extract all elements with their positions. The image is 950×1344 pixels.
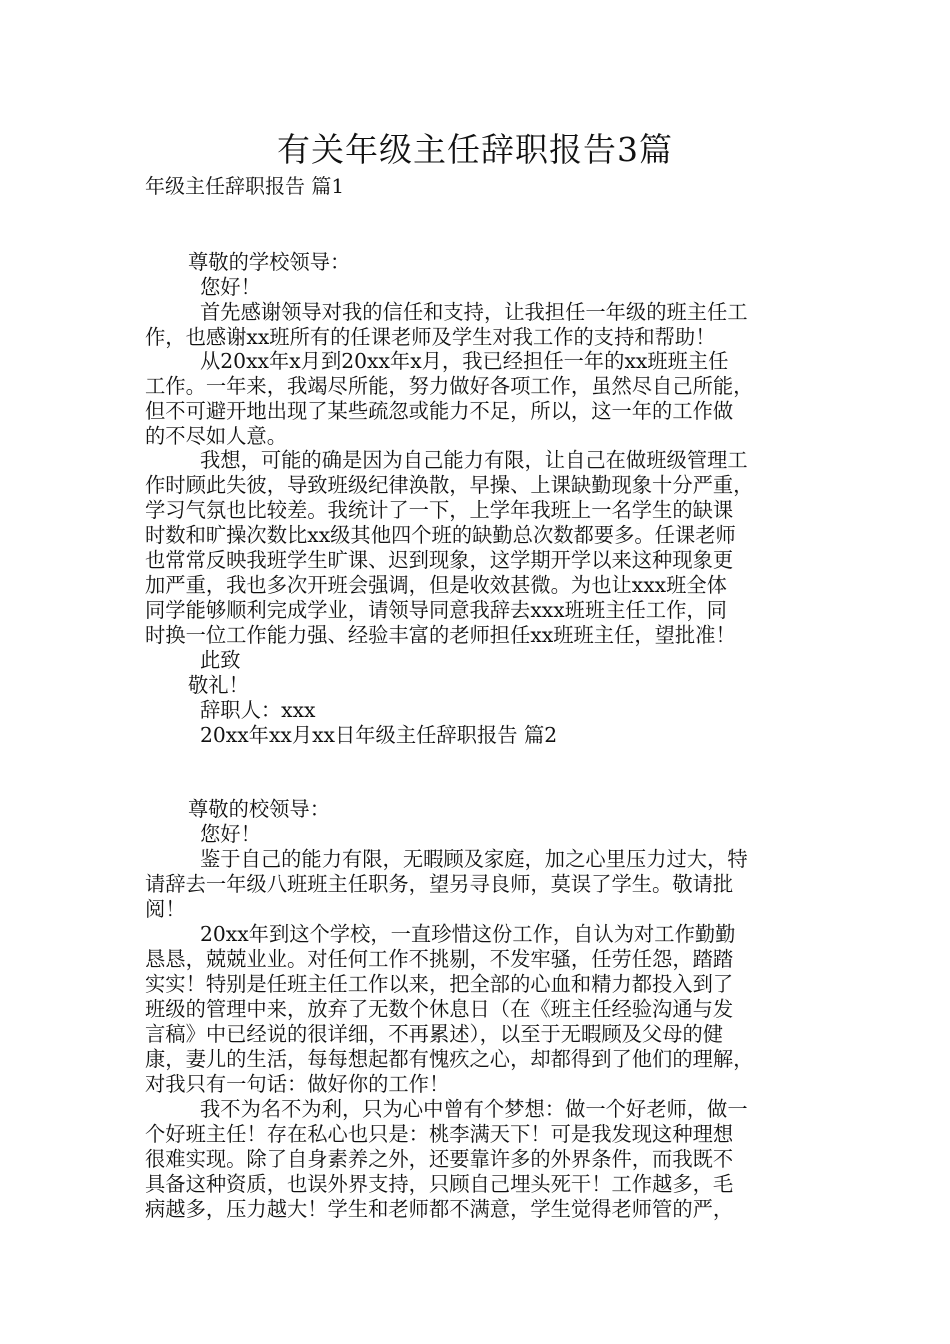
s1-p3-line: 作时顾此失彼，导致班级纪律涣散，早操、上课缺勤现象十分严重，	[145, 473, 754, 497]
s2-p3-line: 我不为名不为利，只为心中曾有个梦想：做一个好老师，做一	[200, 1097, 748, 1121]
s2-p2-line: 言稿》中已经说的很详细，不再累述），以至于无暇顾及父母的健	[145, 1022, 724, 1046]
s1-p2-line: 工作。一年来，我竭尽所能，努力做好各项工作，虽然尽自己所能，	[145, 374, 754, 398]
salutation-2: 尊敬的校领导：	[188, 797, 330, 821]
document-title: 有关年级主任辞职报告3篇	[277, 130, 673, 169]
s1-p3-line: 也常常反映我班学生旷课、迟到现象，这学期开学以来这种现象更	[145, 548, 734, 572]
closing-line-1: 此致	[200, 648, 241, 672]
section-heading-1: 年级主任辞职报告 篇1	[145, 174, 345, 198]
s2-p1-line: 阅！	[145, 897, 186, 921]
s2-p1-line: 请辞去一年级八班班主任职务，望另寻良师，莫误了学生。敬请批	[145, 872, 734, 896]
s1-p1-line: 作，也感谢xx班所有的任课老师及学生对我工作的支持和帮助！	[145, 325, 716, 349]
s1-p1-line: 首先感谢领导对我的信任和支持，让我担任一年级的班主任工	[200, 300, 748, 324]
s1-p2-line: 从20xx年x月到20xx年x月，我已经担任一年的xx班班主任	[200, 349, 729, 373]
s1-p3-line: 加严重，我也多次开班会强调，但是收效甚微。为也让xxx班全体	[145, 573, 727, 597]
s2-p3-line: 具备这种资质，也误外界支持，只顾自己埋头死干！工作越多，毛	[145, 1172, 734, 1196]
s2-p3-line: 很难实现。除了自身素养之外，还要靠许多的外界条件，而我既不	[145, 1147, 734, 1171]
s2-p2-line: 对我只有一句话：做好你的工作！	[145, 1072, 450, 1096]
s1-p3-line: 我想，可能的确是因为自己能力有限，让自己在做班级管理工	[200, 448, 748, 472]
signer-line: 辞职人：xxx	[200, 698, 316, 722]
s2-p2-line: 20xx年到这个学校，一直珍惜这份工作，自认为对工作勤勤	[200, 922, 736, 946]
salutation-1: 尊敬的学校领导：	[188, 250, 351, 274]
s1-p2-line: 的不尽如人意。	[145, 424, 287, 448]
s1-p3-line: 学习气氛也比较差。我统计了一下，上学年我班上一名学生的缺课	[145, 498, 734, 522]
greeting-1: 您好！	[200, 275, 261, 299]
date-and-section-heading-2: 20xx年xx月xx日年级主任辞职报告 篇2	[200, 723, 558, 747]
s1-p3-line: 时数和旷操次数比xx级其他四个班的缺勤总次数都要多。任课老师	[145, 523, 736, 547]
s2-p2-line: 实实！特别是任班主任工作以来，把全部的心血和精力都投入到了	[145, 972, 734, 996]
s1-p3-line: 同学能够顺利完成学业，请领导同意我辞去xxx班班主任工作，同	[145, 598, 727, 622]
greeting-2: 您好！	[200, 822, 261, 846]
s2-p2-line: 恳恳，兢兢业业。对任何工作不挑剔，不发牢骚，任劳任怨，踏踏	[145, 947, 734, 971]
s2-p3-line: 个好班主任！存在私心也只是：桃李满天下！可是我发现这种理想	[145, 1122, 734, 1146]
s1-p2-line: 但不可避开地出现了某些疏忽或能力不足，所以，这一年的工作做	[145, 399, 734, 423]
s1-p3-line: 时换一位工作能力强、经验丰富的老师担任xx班班主任，望批准！	[145, 623, 736, 647]
s2-p2-line: 班级的管理中来，放弃了无数个休息日（在《班主任经验沟通与发	[145, 997, 734, 1021]
closing-line-2: 敬礼！	[188, 673, 249, 697]
s2-p2-line: 康，妻儿的生活，每每想起都有愧疚之心，却都得到了他们的理解，	[145, 1047, 754, 1071]
s2-p3-line: 病越多，压力越大！学生和老师都不满意，学生觉得老师管的严，	[145, 1197, 734, 1221]
s2-p1-line: 鉴于自己的能力有限，无暇顾及家庭，加之心里压力过大，特	[200, 847, 748, 871]
